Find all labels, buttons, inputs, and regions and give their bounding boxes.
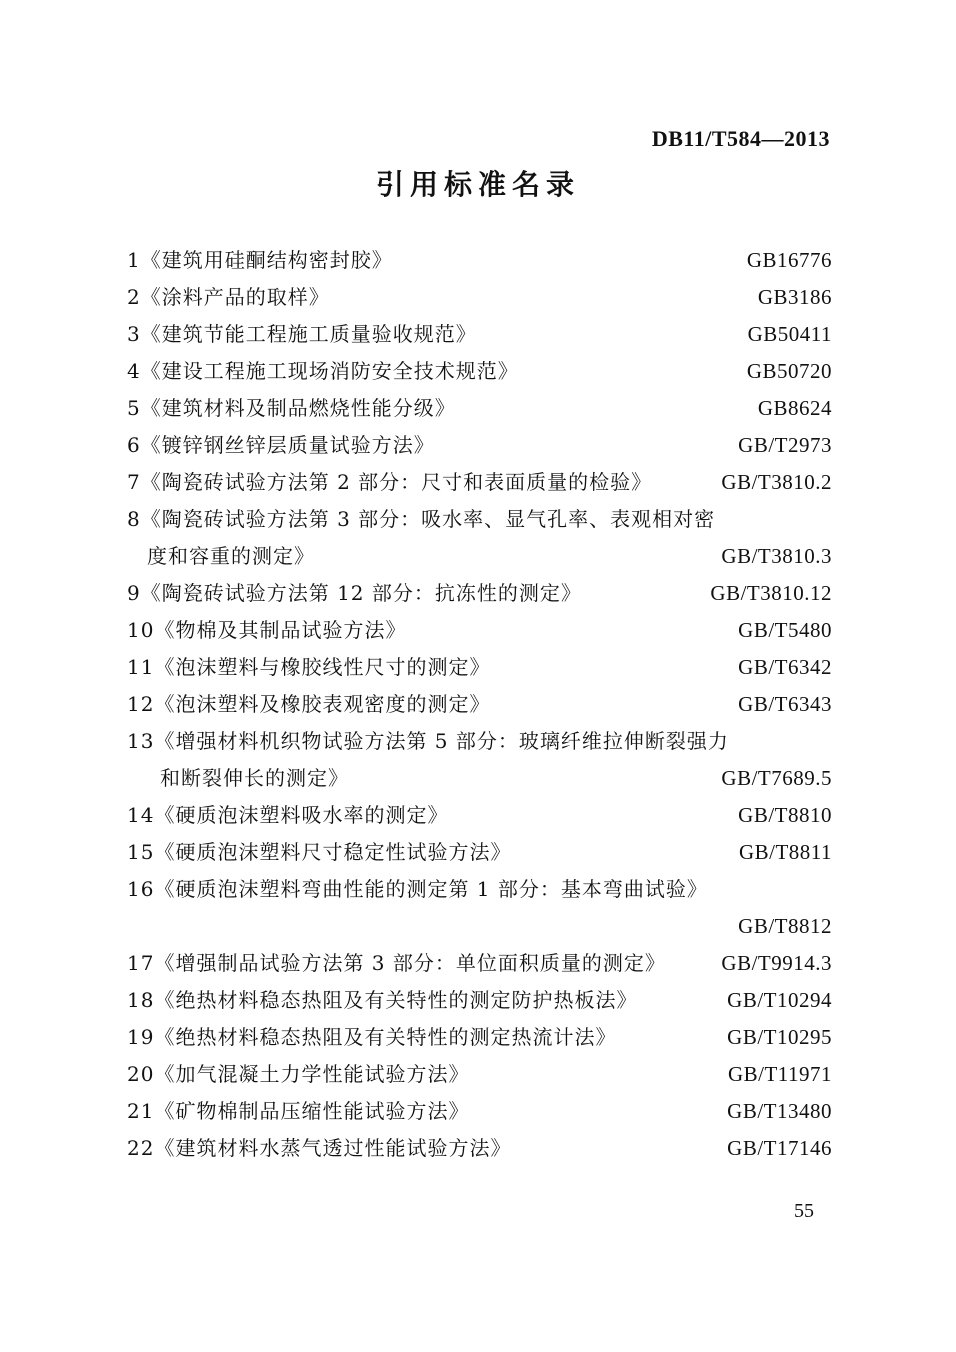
reference-item [127, 982, 832, 1019]
standard-code: GB/T3810.2 [721, 470, 832, 494]
reference-title: 17《增强制品试验方法第 3 部分：单位面积质量的测定》 [127, 951, 666, 975]
reference-title: 20《加气混凝土力学性能试验方法》 [127, 1062, 470, 1086]
reference-title: 2《涂料产品的取样》 [127, 285, 330, 309]
reference-item-continuation [127, 538, 832, 575]
reference-title: 1《建筑用硅酮结构密封胶》 [127, 248, 393, 272]
standard-code: GB/T13480 [727, 1099, 832, 1123]
reference-title: 9《陶瓷砖试验方法第 12 部分：抗冻性的测定》 [127, 581, 582, 605]
reference-title: 10《物棉及其制品试验方法》 [127, 618, 407, 642]
reference-title: 6《镀锌钢丝锌层质量试验方法》 [127, 433, 435, 457]
reference-item [127, 834, 832, 871]
reference-item [127, 575, 832, 612]
reference-title: 度和容重的测定》 [147, 544, 315, 568]
standard-code: GB8624 [757, 396, 832, 420]
reference-item-continuation [127, 760, 832, 797]
reference-title: 14《硬质泡沫塑料吸水率的测定》 [127, 803, 449, 827]
reference-item [127, 242, 832, 279]
reference-item-continuation [127, 908, 832, 945]
reference-title: 12《泡沫塑料及橡胶表观密度的测定》 [127, 692, 491, 716]
standard-code: GB3186 [757, 285, 832, 309]
reference-item [127, 279, 832, 316]
standard-code: GB/T3810.3 [721, 544, 832, 568]
reference-title: 11《泡沫塑料与橡胶线性尺寸的测定》 [127, 655, 491, 679]
reference-item [127, 1093, 832, 1130]
standard-code: GB/T8812 [738, 914, 832, 938]
standard-code: GB/T6343 [738, 692, 832, 716]
reference-list [127, 242, 832, 1167]
reference-item [127, 686, 832, 723]
reference-title: 19《绝热材料稳态热阻及有关特性的测定热流计法》 [127, 1025, 617, 1049]
reference-item [127, 427, 832, 464]
standard-code: GB/T2973 [738, 433, 832, 457]
reference-item [127, 612, 832, 649]
page-title: 引用标准名录 [375, 168, 580, 201]
standard-code: GB/T7689.5 [721, 766, 832, 790]
reference-title: 5《建筑材料及制品燃烧性能分级》 [127, 396, 456, 420]
reference-item [127, 1056, 832, 1093]
standard-code: GB/T11971 [727, 1062, 832, 1086]
standard-code: GB/T8810 [738, 803, 832, 827]
reference-item [127, 871, 832, 908]
standard-code: GB/T3810.12 [710, 581, 832, 605]
reference-title: 15《硬质泡沫塑料尺寸稳定性试验方法》 [127, 840, 512, 864]
standard-code: GB50411 [747, 322, 832, 346]
standard-code: GB/T17146 [727, 1136, 832, 1160]
reference-title: 18《绝热材料稳态热阻及有关特性的测定防护热板法》 [127, 988, 638, 1012]
reference-item [127, 464, 832, 501]
reference-item [127, 353, 832, 390]
page-number: 55 [794, 1200, 814, 1222]
reference-item [127, 1130, 832, 1167]
document-code: DB11/T584—2013 [651, 126, 830, 151]
reference-item [127, 316, 832, 353]
reference-title: 7《陶瓷砖试验方法第 2 部分：尺寸和表面质量的检验》 [127, 470, 653, 494]
reference-title: 22《建筑材料水蒸气透过性能试验方法》 [127, 1136, 512, 1160]
standard-code: GB/T10295 [727, 1025, 832, 1049]
standard-code: GB16776 [746, 248, 832, 272]
reference-item [127, 797, 832, 834]
standard-code: GB/T9914.3 [721, 951, 832, 975]
standard-code: GB/T5480 [738, 618, 832, 642]
reference-title: 和断裂伸长的测定》 [160, 766, 349, 790]
standard-code: GB/T8811 [738, 840, 832, 864]
standard-code: GB50720 [746, 359, 832, 383]
standard-code: GB/T6342 [738, 655, 832, 679]
reference-title: 16《硬质泡沫塑料弯曲性能的测定第 1 部分：基本弯曲试验》 [127, 877, 708, 901]
reference-title: 13《增强材料机织物试验方法第 5 部分：玻璃纤维拉伸断裂强力 [127, 729, 729, 753]
reference-item [127, 1019, 832, 1056]
reference-item [127, 501, 832, 538]
reference-title: 4《建设工程施工现场消防安全技术规范》 [127, 359, 519, 383]
reference-item [127, 945, 832, 982]
reference-title: 3《建筑节能工程施工质量验收规范》 [127, 322, 477, 346]
reference-title: 8《陶瓷砖试验方法第 3 部分：吸水率、显气孔率、表观相对密 [127, 507, 716, 531]
reference-item [127, 723, 832, 760]
standard-code: GB/T10294 [727, 988, 832, 1012]
reference-item [127, 649, 832, 686]
reference-title: 21《矿物棉制品压缩性能试验方法》 [127, 1099, 470, 1123]
reference-item [127, 390, 832, 427]
